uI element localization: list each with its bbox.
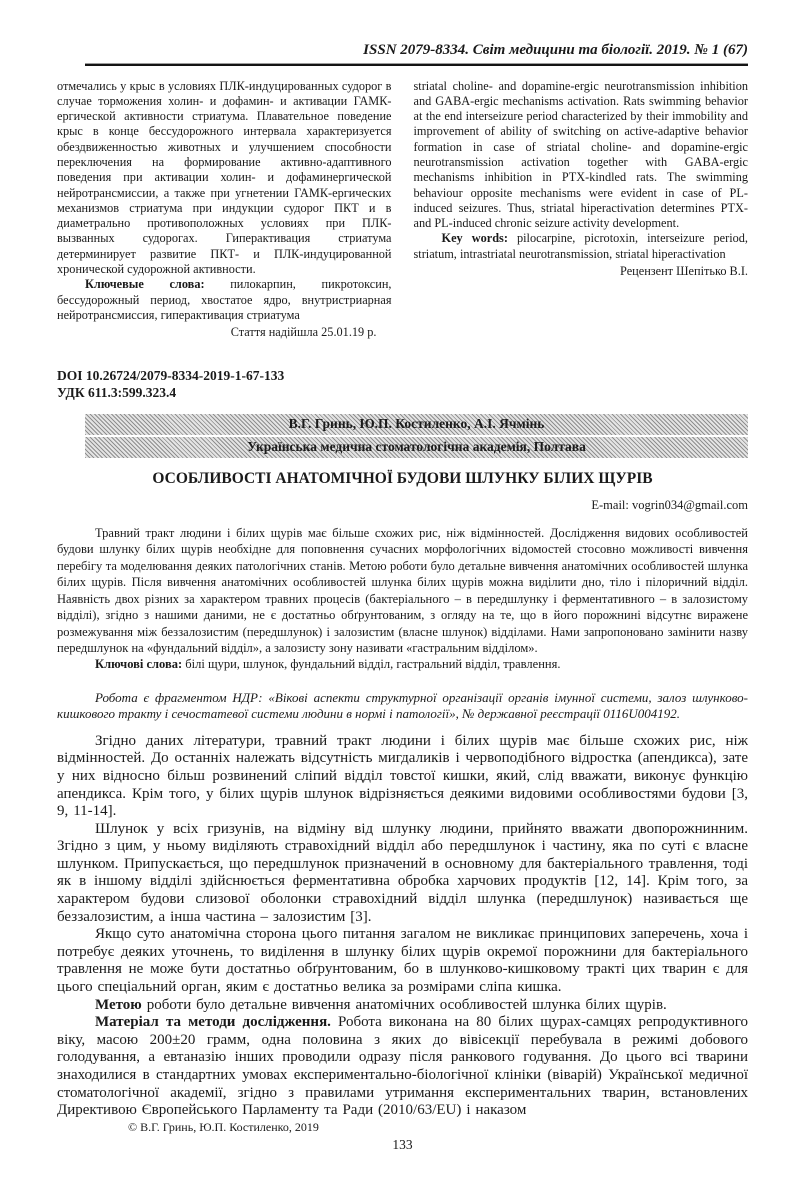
ukrainian-abstract-text: Травний тракт людини і білих щурів має більше схожих рис, ніж відмінностей. Дослідження видових особливостей будови шлунку білих щурів необхідне для поповнення сучасних морфологічних відомостей стосовно можливості вивчення перебігу та моделювання деяких патологічних станів. Метою роботи було детальне вивчення анатомічних особливостей шлунка білих щурів. Після вивчення анатомічних особливостей шлунка білих щурів можна виділити дно, тіло і пілоричний відділ. Наявність двох різних за характером травних процесів (бактеріального – в передшлунку і ферментативного – в залозистому відділі), згідно з нашими даними, не є достатньо обґрунтованим, з огляду на те, що в його порожнині відсутнє виражене розмежування між беззалозистим (передшлунок) і залозистим (власне шлунок) відділами. Нами запропоновано замінити назву передшлунок на «фундальний відділ», а залозисту зону називати «гастральним відділом». — [57, 526, 748, 655]
abstract-russian-text: отмечались у крыс в условиях ПЛК-индуцированных судорог в случае торможения холин- и дофамин- и активации ГАМК-ергической активности стриатума. Плавательное поведение крыс в конце бессудорожного интервала характеризуется обездвиженностью животных и улучшением способности переключения на формирование активно-адаптивного поведения при активации холин- и дофаминергической нейротрансмиссии, а также при угнетении ГАМК-ергических механизмов стриатума при индукции судорог ПКТ и в диаметрально противоположных условиях при ПЛК-вызванных судорогах. Гиперактивация стриатума детерминирует развитие ПКТ- и ПЛК-индуцированной хронической судорожной активности. — [57, 78, 392, 277]
body-paragraph-methods — [57, 1014, 748, 1120]
methods-rest: Робота виконана на 80 білих щурах-самцях репродуктивного віку, масою 200±20 грамм, одна половина з яких до вівісекції перебувала в режимі добового голодування, а евтаназію інших проводили одразу після ранкового годування. До цього всі тварини знаходилися в стандартних умовах експериментально-біологічної клініки (віварій) Української медичної стоматологічної академії, згідно з правилами утримання експериментальних тварин, встановлених Директивою Європейського Парламенту та Ради (2010/63/EU) і наказом — [57, 1014, 748, 1119]
body-paragraph-3: Якщо суто анатомічна сторона цього питання загалом не викликає принципових заперечень, хоча і потребує деяких уточнень, то виділення в шлунку білих щурів окремої порожнини для бактеріального травлення не може бути достатньо обґрунтованим, бо в шлунково-кишковому тракті цих тварин є для цього спеціальний орган, яким є достатньо велика за розмірами сліпа кишка. — [57, 926, 748, 996]
article-title: ОСОБЛИВОСТІ АНАТОМІЧНОЇ БУДОВИ ШЛУНКУ БІЛИХ ЩУРІВ — [152, 470, 653, 488]
keywords-english-list: pilocarpine, picrotoxin, interseizure period, striatum, intrastriatal neurotransmission, striatal hiperactivation — [413, 231, 748, 261]
header-rule — [85, 63, 748, 66]
aim-lead: Метою — [95, 996, 142, 1013]
doi-line: DOI 10.26724/2079-8334-2019-1-67-133 — [57, 367, 285, 383]
journal-running-head: ISSN 2079-8334. Світ медицини та біології. 2019. № 1 (67) — [363, 42, 748, 58]
body-paragraph-aim — [57, 997, 748, 1015]
keywords-english-label: Key words: — [441, 231, 508, 246]
body-paragraph-1: Згідно даних літератури, травний тракт людини і білих щурів має більше схожих рис, ніж відмінностей. До останніх належать відсутність мигдаликів і червоподібного відростка (апендикса), зате у них відносно більш розвинений сліпий відділ товстої кишки, який, слід вважати, виконує функцію апендикса. Крім того, у білих щурів шлунок відрізняється деякими видовими особливостями будови [3, 9, 11-14]. — [57, 732, 748, 820]
keywords-russian — [57, 277, 392, 323]
udc-line: УДК 611.3:599.323.4 — [57, 384, 177, 400]
keywords-english — [414, 231, 749, 262]
ukrainian-abstract — [57, 525, 748, 673]
abstract-russian-column — [57, 79, 392, 341]
page-footer — [57, 1120, 748, 1191]
keywords-ukrainian-label: Ключові слова: — [95, 657, 183, 672]
bilingual-abstracts — [57, 79, 748, 341]
abstract-english-column — [414, 79, 749, 341]
article-identifiers — [57, 367, 748, 402]
article-body — [57, 733, 748, 1120]
authors-block — [57, 414, 748, 458]
keywords-russian-label: Ключевые слова: — [85, 277, 205, 292]
email-line: E-mail: vogrin034@gmail.com — [591, 498, 748, 513]
abstract-english-text: striatal choline- and dopamine-ergic neurotransmission inhibition and GABA-ergic mechanisms activation. Rats swimming behavior at the end interseizure period characterized by their immobility and improvement of ability of switching on active-adaptive behavior formation in case of striatal choline- and dopamine-ergic neurotransmission activation together with GABA-ergic mechanisms inhibition in PTX-kindled rats. The swimming behaviour opposite mechanisms were evident in case of PL-induced seizures. Thus, striatal hiperactivation determines PTX- and PL-induced chronic seizure activity development. — [413, 78, 748, 231]
keywords-russian-list: пилокарпин, пикротоксин, бессудорожный период, хвостатое ядро, внутристриарная нейротрансмиссия, гиперактивация стриатума — [57, 277, 392, 322]
aim-rest: роботи було детальне вивчення анатомічних особливостей шлунка білих щурів. — [141, 996, 667, 1013]
keywords-ukrainian — [57, 656, 748, 672]
authors-line: В.Г. Гринь, Ю.П. Костиленко, А.І. Ячмінь — [85, 414, 748, 435]
research-project-note: Робота є фрагментом НДР: «Вікові аспекти структурної організації органів імунної системи, залоз шлунково-кишкового тракту і сечостатевої системи людини в нормі і патології», № державної реєстрації 0116U004192. — [57, 689, 748, 722]
copyright-line: © В.Г. Гринь, Ю.П. Костиленко, 2019 — [128, 1119, 319, 1134]
received-date-line: Стаття надійшла 25.01.19 р. — [230, 325, 377, 340]
methods-lead: Матеріал та методи дослідження. — [95, 1014, 331, 1031]
reviewer-line: Рецензент Шепітько В.І. — [620, 264, 748, 279]
body-paragraph-2: Шлунок у всіх гризунів, на відміну від шлунку людини, прийнято вважати двопорожнинним. Згідно з цим, у ньому виділяють стравохідний відділ або передшлунок і частину, яка по суті є власне шлунком. Припускається, що передшлунок призначений в основному для бактеріального травлення, тоді як в іншому відділі здійснюється ферментативна обробка харчових продуктів [12, 14]. Крім того, за характером будови слизової оболонки стравохідний відділ шлунка (передшлунок) називається ще беззалозистим, а інша частина – залозистим [3]. — [57, 820, 748, 925]
page-number: 133 — [392, 1136, 413, 1152]
keywords-ukrainian-list: білі щури, шлунок, фундальний відділ, гастральний відділ, травлення. — [182, 657, 561, 672]
affiliation-line: Українська медична стоматологічна академія, Полтава — [85, 437, 748, 458]
